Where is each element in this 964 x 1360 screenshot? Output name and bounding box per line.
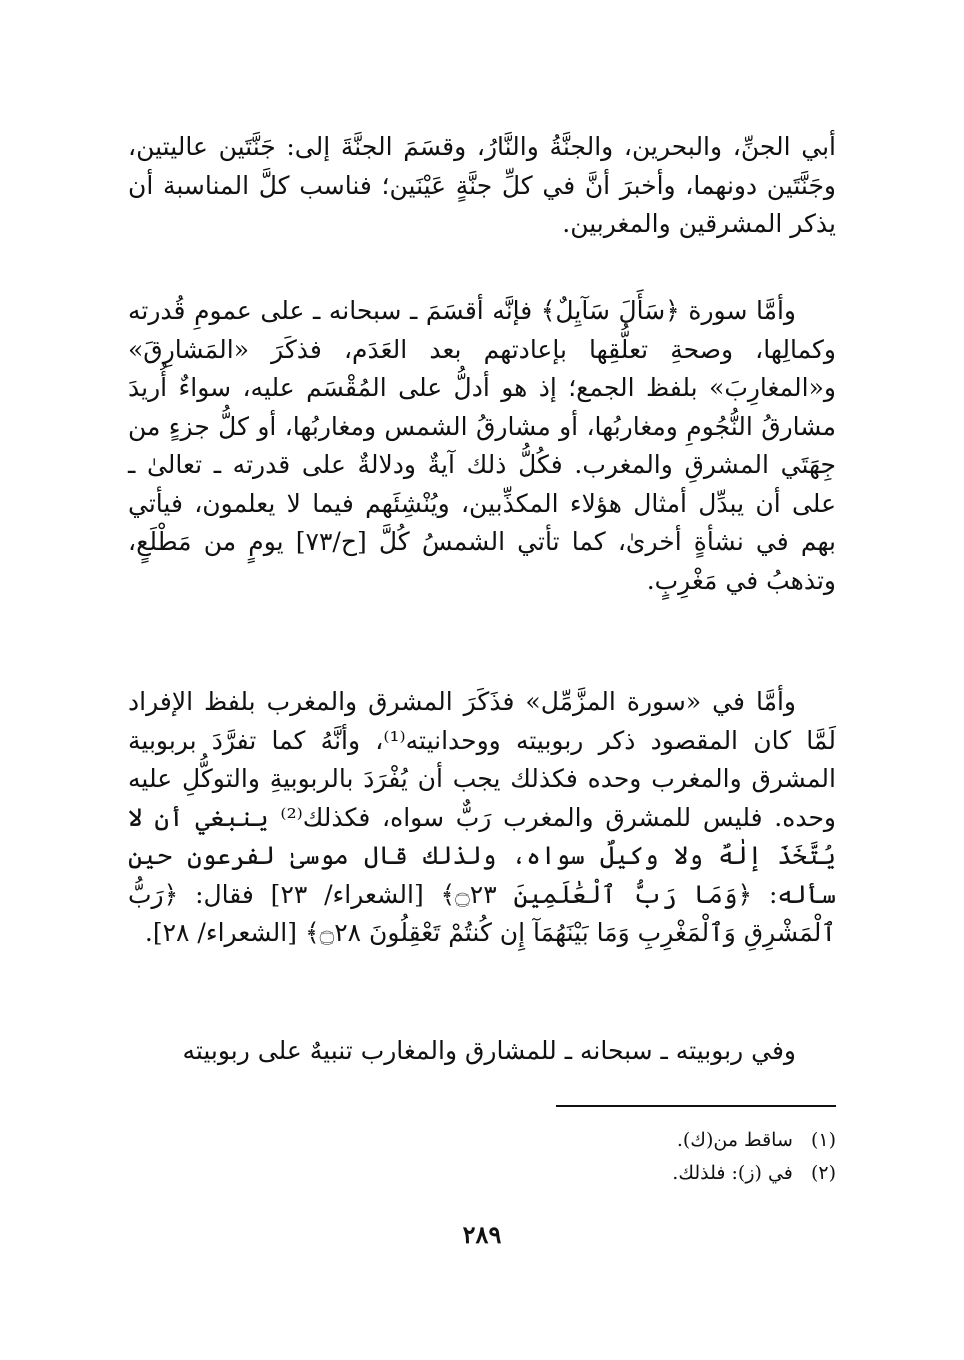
paragraph-3: وأمَّا في «سورة المزَّمِّل» فذَكَرَ المشرق والمغرب بلفظ الإفراد لَمَّا كان المقصود ذكر ربوبيته ووحدانيته⁽¹⁾، وأنَّهُ كما تفرَّدَ بربوبية المشرق والمغرب وحده فكذلك يجب أن يُفْرَدَ بالربوبيةِ والتوكُّلِ عليه وحده. فليس للمشرق والمغرب رَبٌّ سواه، فكذلك⁽²⁾ ينبغي أن لا يُتَّخَذَ إلٰهٌ ولا وكيلٌ سواه، ولذلك قال موسىٰ لفرعون حين سأله: ﴿وَمَا رَبُّ ٱلْعَٰلَمِينَ ۝٢٣﴾ [الشعراء/ ٢٣] فقال: ﴿رَبُّ ٱلْمَشْرِقِ وَٱلْمَغْرِبِ وَمَا بَيْنَهُمَآ إِن كُنتُمْ تَعْقِلُونَ ۝٢٨﴾ [الشعراء/ ٢٨]. [128, 687, 836, 947]
paragraph-2: وأمَّا سورة ﴿سَأَلَ سَآيِلٌ﴾ فإنَّه أقسَمَ ـ سبحانه ـ على عمومِ قُدرته وكمالِها، وصحةِ تعلُّقِها بإعادتهم بعد العَدَم، فذكَرَ «المَشارِقَ» و«المغارِبَ» بلفظ الجمع؛ إذ هو أدلُّ على المُقْسَم عليه، سواءٌ أُريدَ مشارقُ النُّجُومِ ومغاربُها، أو مشارقُ الشمس ومغاربُها، أو كلُّ جزءٍ من جِهَتَي المشرقِ والمغرب. فكُلُّ ذلك آيةٌ ودلالةٌ على قدرته ـ تعالىٰ ـ على أن يبدِّل أمثال هؤلاء المكذِّبين، ويُنْشِئَهم فيما لا يعلمون، فيأتي بهم في نشأةٍ أخرىٰ، كما تأتي الشمسُ كُلَّ [ح/٧٣] يومٍ من مَطْلَعٍ، وتذهبُ في مَغْرِبٍ. [128, 296, 836, 595]
footnote-number: (١) [810, 1129, 836, 1151]
paragraph-4: وفي ربوبيته ـ سبحانه ـ للمشارق والمغارب تنبيهٌ على ربوبيته [182, 1036, 796, 1065]
footnote-text: ساقط من(ك). [676, 1129, 793, 1151]
footnote-text: في (ز): فلذلك. [672, 1162, 793, 1184]
footnote-number: (٢) [810, 1162, 836, 1184]
footnote-2 [400, 1157, 836, 1190]
page-number: ٢٨٩ [462, 1220, 502, 1249]
footnote-1 [400, 1124, 836, 1157]
paragraph-1: أبي الجنِّ، والبحرين، والجنَّةُ والنَّارُ، وقسَمَ الجنَّةَ إلى: جَنَّتَين عاليتين، وجَنَّتَين دونهما، وأخبرَ أنَّ في كلِّ جنَّةٍ عَيْنَين؛ فناسب كلَّ المناسبة أن يذكر المشرقين والمغربين. [128, 132, 836, 238]
footnote-separator [556, 1105, 836, 1107]
footnotes [400, 1124, 836, 1190]
